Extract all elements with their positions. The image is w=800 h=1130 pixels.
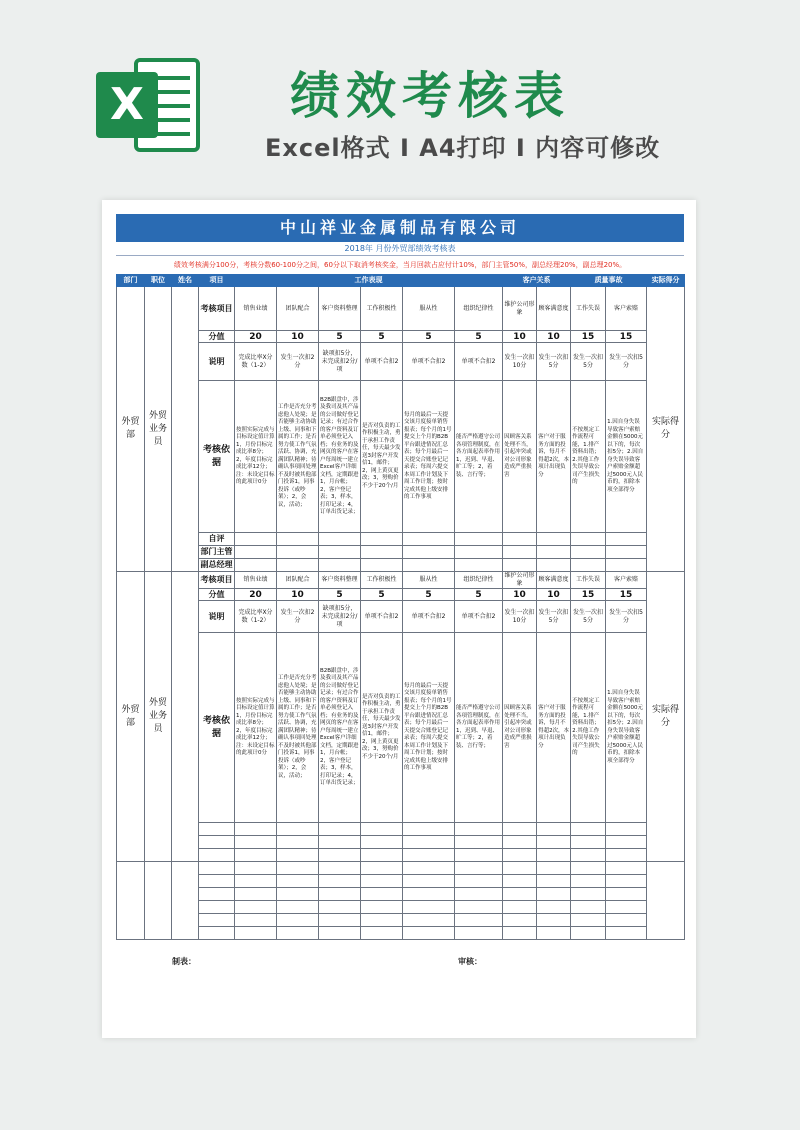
note-cell: 单项不合扣2 — [403, 343, 455, 381]
manager-score-input[interactable] — [503, 546, 537, 559]
item-cell: 顾客满意度 — [537, 287, 571, 331]
note-cell: 发生一次扣5分 — [606, 601, 647, 633]
blank-cell[interactable] — [606, 888, 647, 901]
manager-score-input[interactable] — [235, 546, 277, 559]
vp-score-input[interactable] — [319, 559, 361, 572]
note-cell: 单项不合扣2 — [403, 601, 455, 633]
blank-cell[interactable] — [537, 901, 571, 914]
self-label: 自评 — [199, 533, 235, 546]
blank-cell[interactable] — [319, 914, 361, 927]
note-cell: 单项不合扣2 — [455, 343, 503, 381]
blank-input[interactable] — [277, 823, 319, 836]
blank-cell[interactable] — [606, 875, 647, 888]
checker-label: 审核： — [458, 957, 482, 966]
header-name: 姓名 — [172, 275, 199, 287]
blank-cell[interactable] — [199, 888, 235, 901]
vp-score-input[interactable] — [235, 559, 277, 572]
table-row — [117, 875, 685, 888]
blank-input[interactable] — [319, 823, 361, 836]
item-cell: 客户索赔 — [606, 287, 647, 331]
score-cell: 10 — [537, 589, 571, 601]
blank-input[interactable] — [235, 836, 277, 849]
self-score-input[interactable] — [319, 533, 361, 546]
blank-cell[interactable] — [277, 914, 319, 927]
blank-input[interactable] — [361, 823, 403, 836]
blank-cell[interactable] — [503, 875, 537, 888]
table-row — [117, 901, 685, 914]
blank-label — [199, 836, 235, 849]
item-cell: 服从性 — [403, 287, 455, 331]
blank-input[interactable] — [319, 836, 361, 849]
blank-cell[interactable] — [537, 875, 571, 888]
item-cell: 维护公司形象 — [503, 287, 537, 331]
item-cell: 团队配合 — [277, 287, 319, 331]
table-row — [117, 546, 685, 559]
blank-input[interactable] — [455, 849, 503, 862]
score-cell: 10 — [537, 331, 571, 343]
blank-cell[interactable] — [235, 875, 277, 888]
blank-label — [199, 849, 235, 862]
criteria-cell: 能否严格遵守公司各项管理制度，在各方面起表率作用1，迟到、早退、旷工等；2，着装、言行等； — [455, 381, 503, 533]
signature-footer — [116, 940, 684, 980]
header-customer: 客户关系 — [503, 275, 571, 287]
item-cell: 客户索赔 — [606, 572, 647, 589]
item-cell: 工作积极性 — [361, 287, 403, 331]
self-score-input[interactable] — [606, 533, 647, 546]
blank-cell[interactable] — [455, 901, 503, 914]
blank-cell[interactable] — [235, 914, 277, 927]
blank-cell[interactable] — [537, 927, 571, 940]
blank-cell — [277, 862, 319, 875]
blank-cell[interactable] — [606, 927, 647, 940]
score-cell: 5 — [361, 589, 403, 601]
note-cell: 发生一次扣5分 — [606, 343, 647, 381]
basis-label: 考核依据 — [199, 381, 235, 533]
note-cell: 发生一次扣2分 — [277, 601, 319, 633]
table-row — [117, 559, 685, 572]
actual-score-label: 实际得分 — [647, 572, 685, 862]
criteria-cell: 1.因自身失误导致客户索赔金额在5000元以下的，每次扣5分；2.因自身失误导致客户索赔金额超过5000元人民币的，扣除本项全部得分 — [606, 633, 647, 823]
score-cell: 5 — [319, 331, 361, 343]
blank-input[interactable] — [455, 823, 503, 836]
score-cell: 10 — [277, 331, 319, 343]
position-cell: 外贸业务员 — [145, 572, 172, 862]
blank-dept — [117, 862, 145, 940]
item-cell: 服从性 — [403, 572, 455, 589]
table-row — [117, 601, 685, 633]
scoring-rule: 绩效考核满分100分，考核分数60-100分之间，60分以下取消考核奖金，当月回款占应付计10%，部门主管50%，副总经理20%，副总理20%。 — [173, 261, 627, 269]
blank-input[interactable] — [537, 836, 571, 849]
score-cell: 15 — [606, 331, 647, 343]
blank-input[interactable] — [606, 849, 647, 862]
basis-label: 考核依据 — [199, 633, 235, 823]
self-score-input[interactable] — [403, 533, 455, 546]
note-cell: 发生一次扣5分 — [571, 601, 606, 633]
blank-cell — [606, 862, 647, 875]
item-label: 考核项目 — [199, 287, 235, 331]
self-score-input[interactable] — [361, 533, 403, 546]
self-score-input[interactable] — [537, 533, 571, 546]
blank-cell[interactable] — [537, 914, 571, 927]
blank-cell[interactable] — [503, 888, 537, 901]
manager-score-input[interactable] — [277, 546, 319, 559]
note-label: 说明 — [199, 343, 235, 381]
table-row — [117, 572, 685, 589]
criteria-cell: B2B跟盘中，涉及我司及其产品的公司做好登记记录；有过合作的客户资料及订单必须登记入档；有业务的及网页的客户在客户每周统一建立Excel客户详细文档，定期跟进1，月台帐；2，客户登记表；3，样本，打印记录；4，订单出货记录； — [319, 381, 361, 533]
criteria-cell: 因顾客关系处理不当，引起冲突或对公司形象造成严重损害 — [503, 633, 537, 823]
blank-cell[interactable] — [503, 901, 537, 914]
note-cell: 发生一次扣10分 — [503, 601, 537, 633]
note-cell: 完成比率X分数（1-2） — [235, 601, 277, 633]
header-item: 项目 — [199, 275, 235, 287]
note-cell: 发生一次扣5分 — [571, 343, 606, 381]
blank-cell[interactable] — [403, 888, 455, 901]
vp-score-input[interactable] — [277, 559, 319, 572]
blank-cell[interactable] — [361, 901, 403, 914]
blank-cell[interactable] — [571, 914, 606, 927]
criteria-cell: 能否严格遵守公司各项管理制度，在各方面起表率作用1，迟到、早退、旷工等；2，着装、言行等； — [455, 633, 503, 823]
table-row — [117, 589, 685, 601]
manager-score-input[interactable] — [606, 546, 647, 559]
blank-cell[interactable] — [606, 914, 647, 927]
blank-cell — [455, 862, 503, 875]
blank-cell[interactable] — [277, 927, 319, 940]
blank-cell[interactable] — [235, 888, 277, 901]
blank-cell[interactable] — [403, 875, 455, 888]
dept-cell: 外贸部 — [117, 572, 145, 862]
blank-position — [145, 862, 172, 940]
page-subtitle: Excel格式 I A4打印 I 内容可修改 — [265, 134, 661, 162]
header-actual: 实际得分 — [647, 275, 685, 287]
blank-input[interactable] — [235, 849, 277, 862]
item-cell: 维护公司形象 — [504, 572, 535, 587]
blank-cell[interactable] — [571, 875, 606, 888]
blank-cell[interactable] — [503, 927, 537, 940]
criteria-cell: 工作是否充分考虑他人处境；是否能够主动协助上级、同事和下属的工作；是否努力使工作气氛活跃、协调，充满团队精神；待确认事项回处理不及时被其他部门投诉1，同事投诉（或吵架）；2，会议，活动； — [277, 381, 319, 533]
note-cell: 发生一次扣5分 — [537, 343, 571, 381]
excel-logo-icon — [96, 58, 200, 152]
table-row — [117, 888, 685, 901]
blank-cell — [199, 862, 235, 875]
note-cell: 发生一次扣2分 — [277, 343, 319, 381]
blank-cell[interactable] — [361, 888, 403, 901]
blank-input[interactable] — [403, 823, 455, 836]
blank-cell[interactable] — [606, 901, 647, 914]
blank-cell[interactable] — [403, 914, 455, 927]
criteria-cell: 1.因自身失误导致客户索赔金额在5000元以下的，每次扣5分；2.因自身失误导致客户索赔金额超过5000元人民币的，扣除本项全部得分 — [606, 381, 647, 533]
table-row — [117, 275, 685, 287]
item-cell: 工作积极性 — [361, 572, 403, 589]
position-cell: 外贸业务员 — [145, 287, 172, 572]
table-row — [117, 836, 685, 849]
self-score-input[interactable] — [277, 533, 319, 546]
blank-input[interactable] — [571, 836, 606, 849]
blank-name[interactable] — [172, 862, 199, 940]
score-cell: 5 — [403, 331, 455, 343]
score-cell: 5 — [319, 589, 361, 601]
criteria-cell: 工作是否充分考虑他人处境；是否能够主动协助上级、同事和下属的工作；是否努力使工作气氛活跃、协调，充满团队精神；待确认事项回处理不及时被其他部门投诉1，同事投诉（或吵架）；2，会议，活动； — [277, 633, 319, 823]
company-title: 中山祥业金属制品有限公司 — [116, 214, 684, 242]
blank-input[interactable] — [319, 849, 361, 862]
manager-score-input[interactable] — [319, 546, 361, 559]
blank-cell[interactable] — [571, 901, 606, 914]
blank-input[interactable] — [403, 849, 455, 862]
blank-cell — [503, 862, 537, 875]
blank-cell[interactable] — [235, 927, 277, 940]
actual-score-label: 实际得分 — [647, 287, 685, 572]
blank-input[interactable] — [455, 836, 503, 849]
blank-cell[interactable] — [235, 901, 277, 914]
blank-input[interactable] — [361, 849, 403, 862]
criteria-cell: 不按规定工作流程可能，1.排产资料出错；2.其他工作失误导致公司产生损失的 — [571, 381, 606, 533]
blank-cell[interactable] — [571, 927, 606, 940]
item-cell: 工作失误 — [571, 287, 606, 331]
score-label: 分值 — [199, 589, 235, 601]
blank-input[interactable] — [277, 836, 319, 849]
blank-input[interactable] — [606, 823, 647, 836]
self-score-input[interactable] — [571, 533, 606, 546]
score-cell: 5 — [403, 589, 455, 601]
note-label: 说明 — [199, 601, 235, 633]
blank-cell[interactable] — [199, 927, 235, 940]
blank-input[interactable] — [503, 823, 537, 836]
name-cell[interactable] — [172, 572, 199, 862]
criteria-cell: 是否对负责的工作积极主动，勇于承担工作责任，每天最少发送3封客户开发信1，邮件；2，网上黄页更改；3，努购价不少于20个/月 — [361, 381, 403, 533]
blank-cell[interactable] — [571, 888, 606, 901]
score-cell: 5 — [455, 331, 503, 343]
blank-input[interactable] — [571, 823, 606, 836]
document-sheet — [102, 200, 696, 1038]
blank-cell — [537, 862, 571, 875]
dept-cell: 外贸部 — [117, 287, 145, 572]
blank-cell[interactable] — [403, 927, 455, 940]
blank-input[interactable] — [361, 836, 403, 849]
header-quality: 质量事故 — [571, 275, 647, 287]
page-title: 绩效考核表 — [290, 67, 570, 125]
blank-cell[interactable] — [455, 888, 503, 901]
criteria-cell: 是否对负责的工作积极主动，勇于承担工作责任，每天最少发送3封客户开发信1，邮件；2，网上黄页更改；3，努购价不少于20个/月 — [361, 633, 403, 823]
blank-cell[interactable] — [199, 914, 235, 927]
manager-score-input[interactable] — [537, 546, 571, 559]
criteria-cell: 每月的最后一天提交该月度接单销售报表；每个月的1号提交上个月的B2B平台跟进情况汇总表；每个月最后一天提交合账登记记录表；每周六提交本周工作计划及下周工作计划；按时完成其他上级安排的工作事项 — [403, 381, 455, 533]
blank-cell[interactable] — [277, 901, 319, 914]
criteria-cell: 每月的最后一天提交该月度接单销售报表；每个月的1号提交上个月的B2B平台跟进情况汇总表；每个月最后一天提交合账登记记录表；每周六提交本周工作计划及下周工作计划；按时完成其他上级安排的工作事项 — [403, 633, 455, 823]
banner — [0, 0, 800, 190]
manager-score-input[interactable] — [571, 546, 606, 559]
blank-cell[interactable] — [455, 875, 503, 888]
score-cell: 20 — [235, 331, 277, 343]
table-row — [117, 533, 685, 546]
blank-cell — [319, 862, 361, 875]
item-cell: 团队配合 — [277, 572, 319, 589]
table-row — [117, 633, 685, 823]
blank-input[interactable] — [537, 823, 571, 836]
item-cell: 顾客满意度 — [537, 572, 571, 589]
name-cell[interactable] — [172, 287, 199, 572]
vp-label: 副总经理 — [199, 559, 235, 572]
note-cell: 发生一次扣5分 — [537, 601, 571, 633]
item-cell: 销售业绩 — [235, 572, 277, 589]
score-cell: 15 — [571, 589, 606, 601]
criteria-cell: B2B跟盘中，涉及我司及其产品的公司做好登记记录；有过合作的客户资料及订单必须登记入档；有业务的及网页的客户在客户每周统一建立Excel客户详细文档，定期跟进1，月台帐；2，客户登记表；3，样本，打印记录；4，订单出货记录； — [319, 633, 361, 823]
vp-score-input[interactable] — [537, 559, 571, 572]
manager-score-input[interactable] — [455, 546, 503, 559]
header-dept: 部门 — [117, 275, 145, 287]
item-label: 考核项目 — [199, 572, 235, 589]
blank-cell[interactable] — [277, 875, 319, 888]
blank-input[interactable] — [503, 836, 537, 849]
item-cell: 销售业绩 — [235, 287, 277, 331]
blank-actual — [647, 862, 685, 940]
blank-input[interactable] — [277, 849, 319, 862]
self-score-input[interactable] — [235, 533, 277, 546]
score-cell: 10 — [503, 589, 537, 601]
score-cell: 15 — [571, 331, 606, 343]
note-cell: 完成比率X分数（1-2） — [235, 343, 277, 381]
table-row — [117, 914, 685, 927]
period-title: 2018年 月份外贸部绩效考核表 — [116, 242, 684, 256]
score-cell: 10 — [277, 589, 319, 601]
blank-cell[interactable] — [199, 875, 235, 888]
blank-cell[interactable] — [319, 927, 361, 940]
self-score-input[interactable] — [455, 533, 503, 546]
manager-score-input[interactable] — [361, 546, 403, 559]
blank-input[interactable] — [235, 823, 277, 836]
item-cell: 组织纪律性 — [455, 287, 503, 331]
table-row — [117, 381, 685, 533]
blank-cell — [361, 862, 403, 875]
note-cell: 缺项扣5分，未完成扣2分/项 — [319, 601, 361, 633]
blank-input[interactable] — [571, 849, 606, 862]
note-cell: 单项不合扣2 — [361, 601, 403, 633]
manager-score-input[interactable] — [403, 546, 455, 559]
score-cell: 5 — [361, 331, 403, 343]
item-cell: 组织纪律性 — [455, 572, 503, 589]
blank-cell[interactable] — [455, 914, 503, 927]
criteria-cell: 不按规定工作流程可能，1.排产资料出错；2.其他工作失误导致公司产生损失的 — [571, 633, 606, 823]
score-cell: 15 — [606, 589, 647, 601]
table-row — [117, 927, 685, 940]
excel-letter: X — [96, 72, 158, 138]
note-cell: 单项不合扣2 — [455, 601, 503, 633]
blank-input[interactable] — [537, 849, 571, 862]
item-cell: 客户资料整理 — [319, 287, 361, 331]
vp-score-input[interactable] — [361, 559, 403, 572]
blank-cell[interactable] — [503, 914, 537, 927]
blank-cell[interactable] — [319, 901, 361, 914]
table-row — [117, 331, 685, 343]
vp-score-input[interactable] — [606, 559, 647, 572]
criteria-cell: 因顾客关系处理不当，引起冲突或对公司形象造成严重损害 — [503, 381, 537, 533]
blank-cell[interactable] — [361, 914, 403, 927]
score-cell: 5 — [455, 589, 503, 601]
blank-input[interactable] — [606, 836, 647, 849]
note-cell: 缺项扣5分，未完成扣2分/项 — [319, 343, 361, 381]
note-cell: 单项不合扣2 — [361, 343, 403, 381]
item-cell: 工作失误 — [571, 572, 606, 589]
score-label: 分值 — [199, 331, 235, 343]
blank-input[interactable] — [503, 849, 537, 862]
table-row — [117, 287, 685, 331]
criteria-cell: 按照实际完成与目标设定值计算1，月份目标完成比率8分；2，年度目标完成比率12分；注：未设定目标的此项计0分 — [235, 381, 277, 533]
blank-cell[interactable] — [277, 888, 319, 901]
blank-cell — [235, 862, 277, 875]
manager-label: 部门主管 — [199, 546, 235, 559]
criteria-cell: 客户对于服务方面的投诉，每月不得超2次，本项计出现负分 — [537, 633, 571, 823]
criteria-cell: 客户对于服务方面的投诉，每月不得超2次，本项计出现负分 — [537, 381, 571, 533]
blank-cell[interactable] — [319, 875, 361, 888]
table-row — [117, 823, 685, 836]
vp-score-input[interactable] — [571, 559, 606, 572]
criteria-cell: 按照实际完成与目标设定值计算1，月份目标完成比率8分；2，年度目标完成比率12分；注：未设定目标的此项计0分 — [235, 633, 277, 823]
self-score-input[interactable] — [503, 533, 537, 546]
note-cell: 发生一次扣10分 — [503, 343, 537, 381]
vp-score-input[interactable] — [503, 559, 537, 572]
blank-input[interactable] — [403, 836, 455, 849]
blank-cell[interactable] — [537, 888, 571, 901]
maker-label: 制表： — [172, 957, 196, 966]
vp-score-input[interactable] — [403, 559, 455, 572]
table-row — [117, 862, 685, 875]
blank-cell[interactable] — [319, 888, 361, 901]
blank-cell[interactable] — [403, 901, 455, 914]
table-row — [117, 849, 685, 862]
vp-score-input[interactable] — [455, 559, 503, 572]
header-position: 职位 — [145, 275, 172, 287]
blank-label — [199, 823, 235, 836]
score-cell: 20 — [235, 589, 277, 601]
blank-cell[interactable] — [361, 927, 403, 940]
blank-cell[interactable] — [455, 927, 503, 940]
item-cell: 客户资料整理 — [319, 572, 361, 589]
blank-cell — [571, 862, 606, 875]
blank-cell[interactable] — [199, 901, 235, 914]
table-row — [117, 343, 685, 381]
blank-cell — [403, 862, 455, 875]
appraisal-table — [116, 274, 685, 940]
header-work: 工作表现 — [235, 275, 503, 287]
score-cell: 10 — [503, 331, 537, 343]
blank-cell[interactable] — [361, 875, 403, 888]
